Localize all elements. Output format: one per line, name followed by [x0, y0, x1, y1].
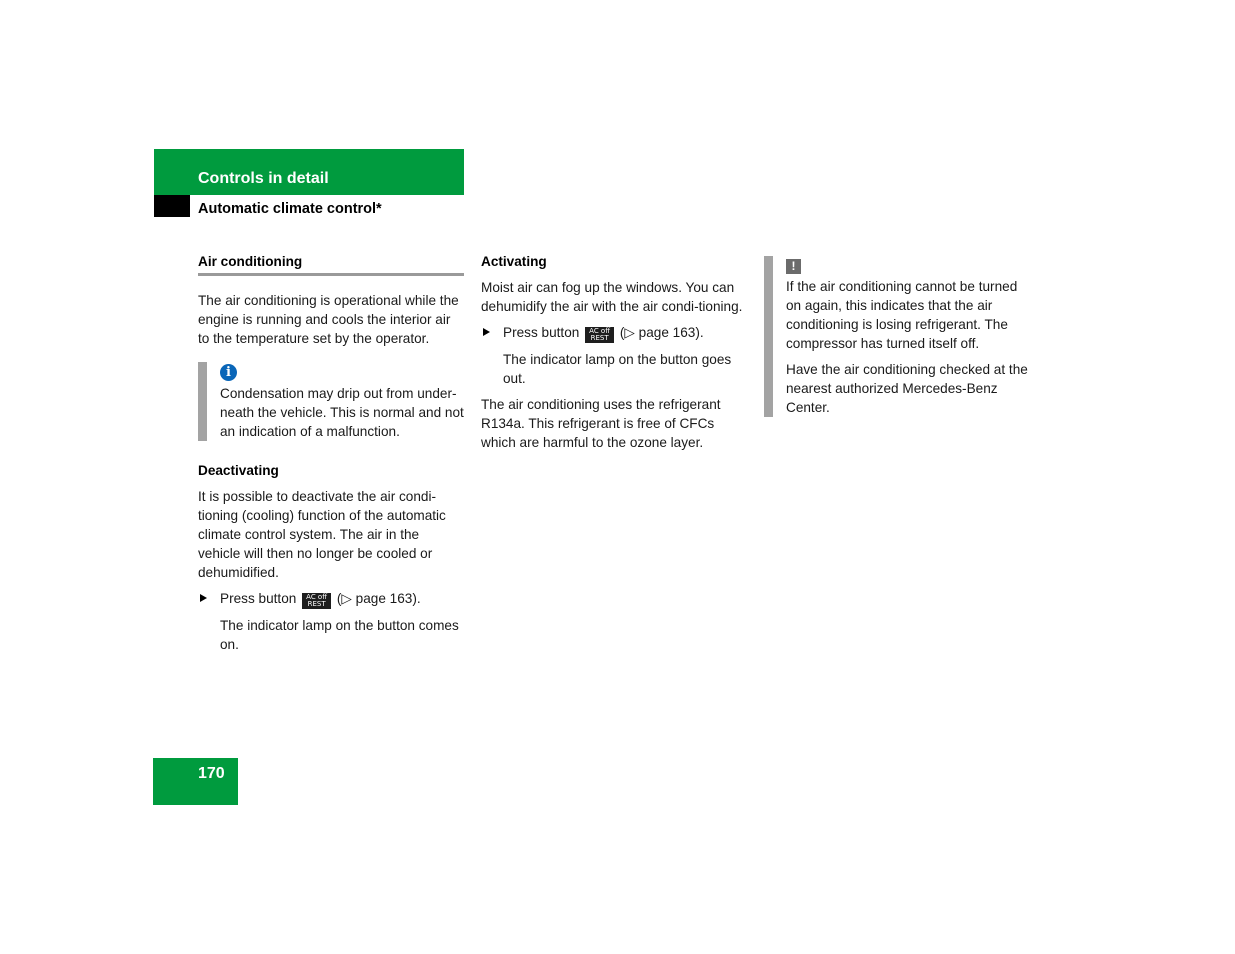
activating-intro: Moist air can fog up the windows. You can dehumidify the air with the air condi-tioning. [481, 280, 743, 314]
activate-step-result: The indicator lamp on the button goes out. [503, 352, 732, 386]
subsection-title: Automatic climate control* [198, 201, 382, 217]
ac-off-button-icon: AC off REST [585, 327, 614, 343]
page-number: 170 [198, 765, 225, 782]
air-conditioning-heading: Air conditioning [198, 252, 464, 276]
warning-icon: ! [786, 259, 801, 274]
section-title: Controls in detail [198, 170, 329, 187]
step-prefix: Press button [503, 325, 580, 340]
activate-step [481, 323, 747, 343]
page-number-box [153, 758, 238, 805]
subsection-marker [154, 195, 190, 217]
bullet-triangle-icon [200, 594, 207, 602]
refrigerant-text: The air conditioning uses the refrigerant R134a. This refrigerant is free of CFCs which are harmful to the ozone layer. [481, 397, 721, 450]
deactivating-text: It is possible to deactivate the air condi-tioning (cooling) function of the automatic climate control system. The air in the vehicle will then no longer be cooled or dehumidified. [198, 489, 446, 580]
deactivate-step [198, 589, 464, 609]
column-1 [198, 252, 464, 661]
step-prefix: Press button [220, 591, 297, 606]
deactivating-heading: Deactivating [198, 463, 279, 478]
column-2 [481, 252, 747, 459]
activating-heading: Activating [481, 254, 547, 269]
info-note [198, 362, 464, 441]
note-bar [764, 256, 773, 417]
info-icon: i [220, 364, 237, 381]
bullet-triangle-icon [483, 328, 490, 336]
warning-note [764, 256, 1034, 417]
air-conditioning-intro: The air conditioning is operational while the engine is running and cools the interior air to the temperature set by the operator. [198, 293, 459, 346]
step-suffix: (▷ page 163). [336, 591, 421, 606]
warning-text-1: If the air conditioning cannot be turned on again, this indicates that the air conditioning is losing refrigerant. The compressor has turned itself off. [786, 279, 1018, 351]
step-suffix: (▷ page 163). [619, 325, 704, 340]
deactivate-step-result: The indicator lamp on the button comes on. [220, 618, 459, 652]
info-note-text: Condensation may drip out from under-neath the vehicle. This is normal and not an indication of a malfunction. [220, 386, 464, 439]
warning-text-2: Have the air conditioning checked at the nearest authorized Mercedes-Benz Center. [786, 362, 1028, 415]
note-bar [198, 362, 207, 441]
ac-off-button-icon: AC off REST [302, 593, 331, 609]
column-3 [764, 252, 1034, 437]
